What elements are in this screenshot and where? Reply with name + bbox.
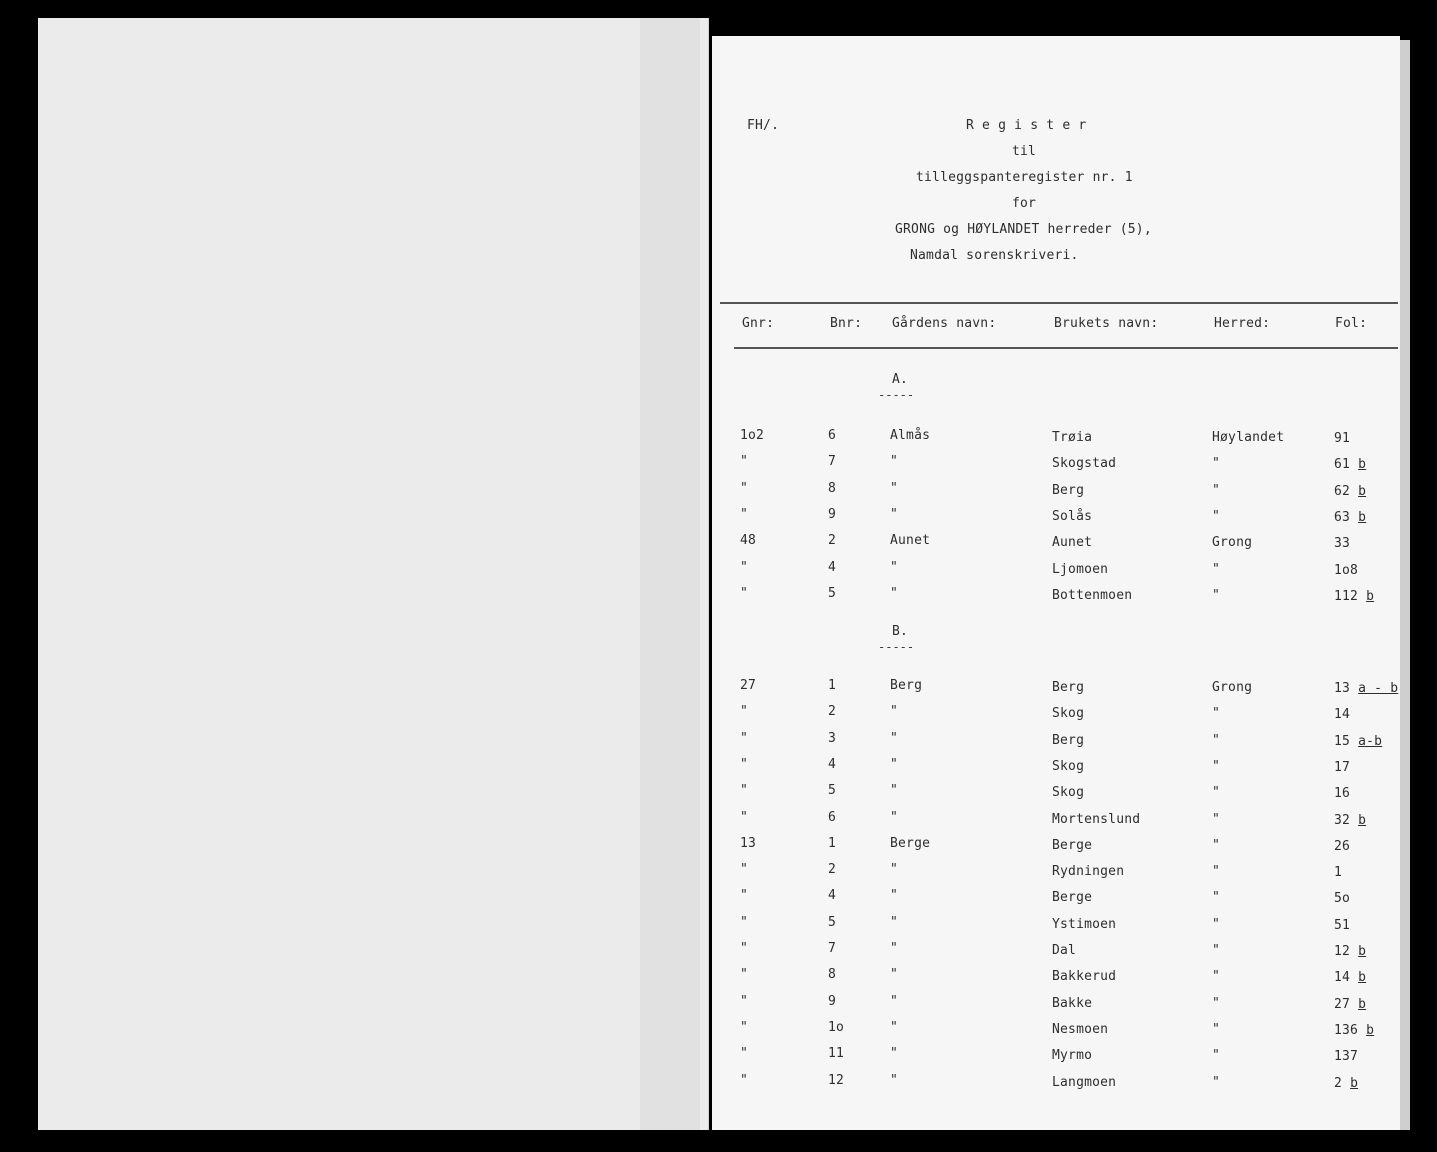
row-bnr: 9 [828, 507, 837, 522]
row-brukets-navn: Rydningen [1052, 864, 1125, 879]
row-gardens-navn: " [890, 862, 899, 877]
folio-number: 14 [1334, 707, 1351, 722]
row-gardens-navn: Almås [890, 428, 931, 443]
folio-number: 17 [1334, 760, 1351, 775]
row-folio [1334, 510, 1366, 525]
folio-number: 33 [1334, 536, 1351, 551]
row-brukets-navn: Bakke [1052, 996, 1093, 1011]
row-brukets-navn: Berg [1052, 483, 1085, 498]
row-herred: " [1212, 483, 1221, 498]
column-header-gnr: Gnr: [742, 316, 775, 331]
row-folio [1334, 1049, 1358, 1064]
reference-mark: FH/. [747, 118, 780, 133]
row-bnr: 3 [828, 731, 837, 746]
section-letter: B. [892, 624, 909, 639]
folio-suffix: a-b [1358, 734, 1383, 749]
title-line-herreder: GRONG og HØYLANDET herreder (5), [895, 222, 1152, 237]
row-folio [1334, 1023, 1374, 1038]
row-herred: " [1212, 706, 1221, 721]
row-folio [1334, 734, 1382, 749]
row-bnr: 2 [828, 533, 837, 548]
row-bnr: 12 [828, 1073, 845, 1088]
row-bnr: 1 [828, 836, 837, 851]
row-herred: " [1212, 1075, 1221, 1090]
folio-number: 63 [1334, 510, 1351, 525]
row-gardens-navn: " [890, 757, 899, 772]
row-herred: Grong [1212, 680, 1253, 695]
page-edge [1400, 40, 1410, 1130]
row-folio [1334, 457, 1366, 472]
folio-number: 137 [1334, 1049, 1359, 1064]
folio-suffix: b [1358, 484, 1367, 499]
row-gardens-navn: Aunet [890, 533, 931, 548]
row-gardens-navn: " [890, 994, 899, 1009]
folio-number: 112 [1334, 589, 1359, 604]
row-bnr: 5 [828, 586, 837, 601]
row-brukets-navn: Bakkerud [1052, 969, 1117, 984]
row-gardens-navn: " [890, 1046, 899, 1061]
row-brukets-navn: Berg [1052, 733, 1085, 748]
row-gardens-navn: " [890, 704, 899, 719]
folio-suffix: b [1358, 510, 1367, 525]
row-bnr: 4 [828, 757, 837, 772]
folio-number: 2 [1334, 1076, 1343, 1091]
row-herred: " [1212, 996, 1221, 1011]
folio-suffix: b [1358, 997, 1367, 1012]
row-gnr: " [740, 704, 749, 719]
row-bnr: 7 [828, 941, 837, 956]
row-bnr: 11 [828, 1046, 845, 1061]
row-herred: " [1212, 917, 1221, 932]
column-header-bruk: Brukets navn: [1054, 316, 1159, 331]
row-bnr: 7 [828, 454, 837, 469]
row-gnr: 1o2 [740, 428, 765, 443]
row-gnr: " [740, 481, 749, 496]
row-folio [1334, 484, 1366, 499]
row-gnr: " [740, 941, 749, 956]
row-herred: Grong [1212, 535, 1253, 550]
row-gardens-navn: " [890, 560, 899, 575]
row-gnr: " [740, 731, 749, 746]
row-gardens-navn: " [890, 454, 899, 469]
row-bnr: 1o [828, 1020, 845, 1035]
row-gnr: " [740, 862, 749, 877]
row-folio [1334, 707, 1350, 722]
right-register-page [712, 36, 1400, 1130]
header-rule-top [720, 302, 1398, 304]
row-gnr: " [740, 757, 749, 772]
row-gnr: " [740, 994, 749, 1009]
row-folio [1334, 760, 1350, 775]
row-gardens-navn: " [890, 941, 899, 956]
row-bnr: 5 [828, 783, 837, 798]
row-bnr: 9 [828, 994, 837, 1009]
row-brukets-navn: Berge [1052, 838, 1093, 853]
row-brukets-navn: Skogstad [1052, 456, 1117, 471]
row-brukets-navn: Skog [1052, 706, 1085, 721]
folio-suffix: b [1358, 970, 1367, 985]
row-gardens-navn: " [890, 783, 899, 798]
row-brukets-navn: Skog [1052, 785, 1085, 800]
column-header-fol: Fol: [1335, 316, 1368, 331]
folio-suffix: b [1366, 589, 1375, 604]
row-folio [1334, 589, 1374, 604]
header-rule-bottom [734, 347, 1398, 349]
row-brukets-navn: Nesmoen [1052, 1022, 1109, 1037]
folio-suffix: b [1358, 944, 1367, 959]
title-line-til: til [1012, 144, 1037, 159]
row-herred: " [1212, 785, 1221, 800]
row-gardens-navn: " [890, 915, 899, 930]
row-gnr: " [740, 507, 749, 522]
row-folio [1334, 970, 1366, 985]
folio-number: 13 [1334, 681, 1351, 696]
row-gnr: " [740, 783, 749, 798]
folio-number: 32 [1334, 813, 1351, 828]
column-header-gard: Gårdens navn: [892, 316, 997, 331]
section-letter: A. [892, 372, 909, 387]
row-gardens-navn: " [890, 967, 899, 982]
row-brukets-navn: Myrmo [1052, 1048, 1093, 1063]
row-bnr: 4 [828, 888, 837, 903]
row-gardens-navn: Berge [890, 836, 931, 851]
row-brukets-navn: Berge [1052, 890, 1093, 905]
folio-number: 62 [1334, 484, 1351, 499]
row-folio [1334, 563, 1358, 578]
row-gardens-navn: " [890, 1073, 899, 1088]
row-gnr: " [740, 586, 749, 601]
row-herred: " [1212, 890, 1221, 905]
folio-suffix: a - b [1358, 681, 1399, 696]
row-herred: " [1212, 969, 1221, 984]
folio-number: 5o [1334, 891, 1351, 906]
row-gardens-navn: " [890, 888, 899, 903]
title-line-for: for [1012, 196, 1037, 211]
row-folio [1334, 997, 1366, 1012]
row-brukets-navn: Trøia [1052, 430, 1093, 445]
row-bnr: 4 [828, 560, 837, 575]
page-gutter [640, 18, 700, 1130]
row-herred: " [1212, 588, 1221, 603]
folio-number: 1 [1334, 865, 1343, 880]
row-bnr: 8 [828, 481, 837, 496]
column-header-bnr: Bnr: [830, 316, 863, 331]
row-gardens-navn: " [890, 507, 899, 522]
row-folio [1334, 681, 1398, 696]
row-gardens-navn: " [890, 810, 899, 825]
row-herred: " [1212, 509, 1221, 524]
row-herred: " [1212, 1022, 1221, 1037]
row-brukets-navn: Aunet [1052, 535, 1093, 550]
row-gardens-navn: " [890, 1020, 899, 1035]
row-folio [1334, 865, 1342, 880]
folio-suffix: b [1358, 457, 1367, 472]
row-brukets-navn: Mortenslund [1052, 812, 1141, 827]
row-bnr: 2 [828, 704, 837, 719]
row-gnr: " [740, 1046, 749, 1061]
row-gardens-navn: " [890, 731, 899, 746]
row-bnr: 1 [828, 678, 837, 693]
title-line-sorenskriveri: Namdal sorenskriveri. [910, 248, 1079, 263]
title-line-register: tilleggspanteregister nr. 1 [916, 170, 1133, 185]
folio-number: 51 [1334, 918, 1351, 933]
row-herred: " [1212, 864, 1221, 879]
row-gnr: " [740, 810, 749, 825]
row-gnr: " [740, 888, 749, 903]
row-brukets-navn: Langmoen [1052, 1075, 1117, 1090]
folio-number: 16 [1334, 786, 1351, 801]
row-folio [1334, 813, 1366, 828]
row-gnr: " [740, 967, 749, 982]
row-brukets-navn: Ljomoen [1052, 562, 1109, 577]
row-gnr: " [740, 454, 749, 469]
row-herred: " [1212, 838, 1221, 853]
row-brukets-navn: Solås [1052, 509, 1093, 524]
row-folio [1334, 1076, 1358, 1091]
folio-number: 136 [1334, 1023, 1359, 1038]
row-folio [1334, 891, 1350, 906]
folio-suffix: b [1366, 1023, 1375, 1038]
register-title: R e g i s t e r [966, 118, 1087, 133]
row-gardens-navn: Berg [890, 678, 923, 693]
row-gardens-navn: " [890, 586, 899, 601]
row-gardens-navn: " [890, 481, 899, 496]
row-brukets-navn: Dal [1052, 943, 1077, 958]
folio-suffix: b [1350, 1076, 1359, 1091]
row-gnr: " [740, 1073, 749, 1088]
row-bnr: 6 [828, 428, 837, 443]
section-underline: ----- [878, 640, 915, 654]
folio-number: 61 [1334, 457, 1351, 472]
row-brukets-navn: Bottenmoen [1052, 588, 1133, 603]
row-bnr: 5 [828, 915, 837, 930]
folio-number: 1o8 [1334, 563, 1359, 578]
row-folio [1334, 786, 1350, 801]
row-folio [1334, 839, 1350, 854]
row-folio [1334, 431, 1350, 446]
row-herred: " [1212, 1048, 1221, 1063]
row-herred: " [1212, 733, 1221, 748]
row-herred: " [1212, 943, 1221, 958]
row-brukets-navn: Skog [1052, 759, 1085, 774]
left-blank-page [38, 18, 709, 1130]
folio-number: 15 [1334, 734, 1351, 749]
folio-number: 91 [1334, 431, 1351, 446]
folio-suffix: b [1358, 813, 1367, 828]
row-bnr: 2 [828, 862, 837, 877]
row-herred: " [1212, 562, 1221, 577]
folio-number: 12 [1334, 944, 1351, 959]
row-gnr: 13 [740, 836, 757, 851]
row-gnr: " [740, 915, 749, 930]
row-bnr: 6 [828, 810, 837, 825]
row-brukets-navn: Ystimoen [1052, 917, 1117, 932]
row-herred: " [1212, 812, 1221, 827]
row-gnr: 48 [740, 533, 757, 548]
folio-number: 27 [1334, 997, 1351, 1012]
row-bnr: 8 [828, 967, 837, 982]
row-gnr: " [740, 1020, 749, 1035]
folio-number: 26 [1334, 839, 1351, 854]
row-folio [1334, 944, 1366, 959]
row-gnr: " [740, 560, 749, 575]
row-herred: " [1212, 456, 1221, 471]
row-folio [1334, 918, 1350, 933]
folio-number: 14 [1334, 970, 1351, 985]
row-gnr: 27 [740, 678, 757, 693]
row-brukets-navn: Berg [1052, 680, 1085, 695]
section-underline: ----- [878, 388, 915, 402]
row-folio [1334, 536, 1350, 551]
column-header-herred: Herred: [1214, 316, 1271, 331]
row-herred: Høylandet [1212, 430, 1285, 445]
row-herred: " [1212, 759, 1221, 774]
